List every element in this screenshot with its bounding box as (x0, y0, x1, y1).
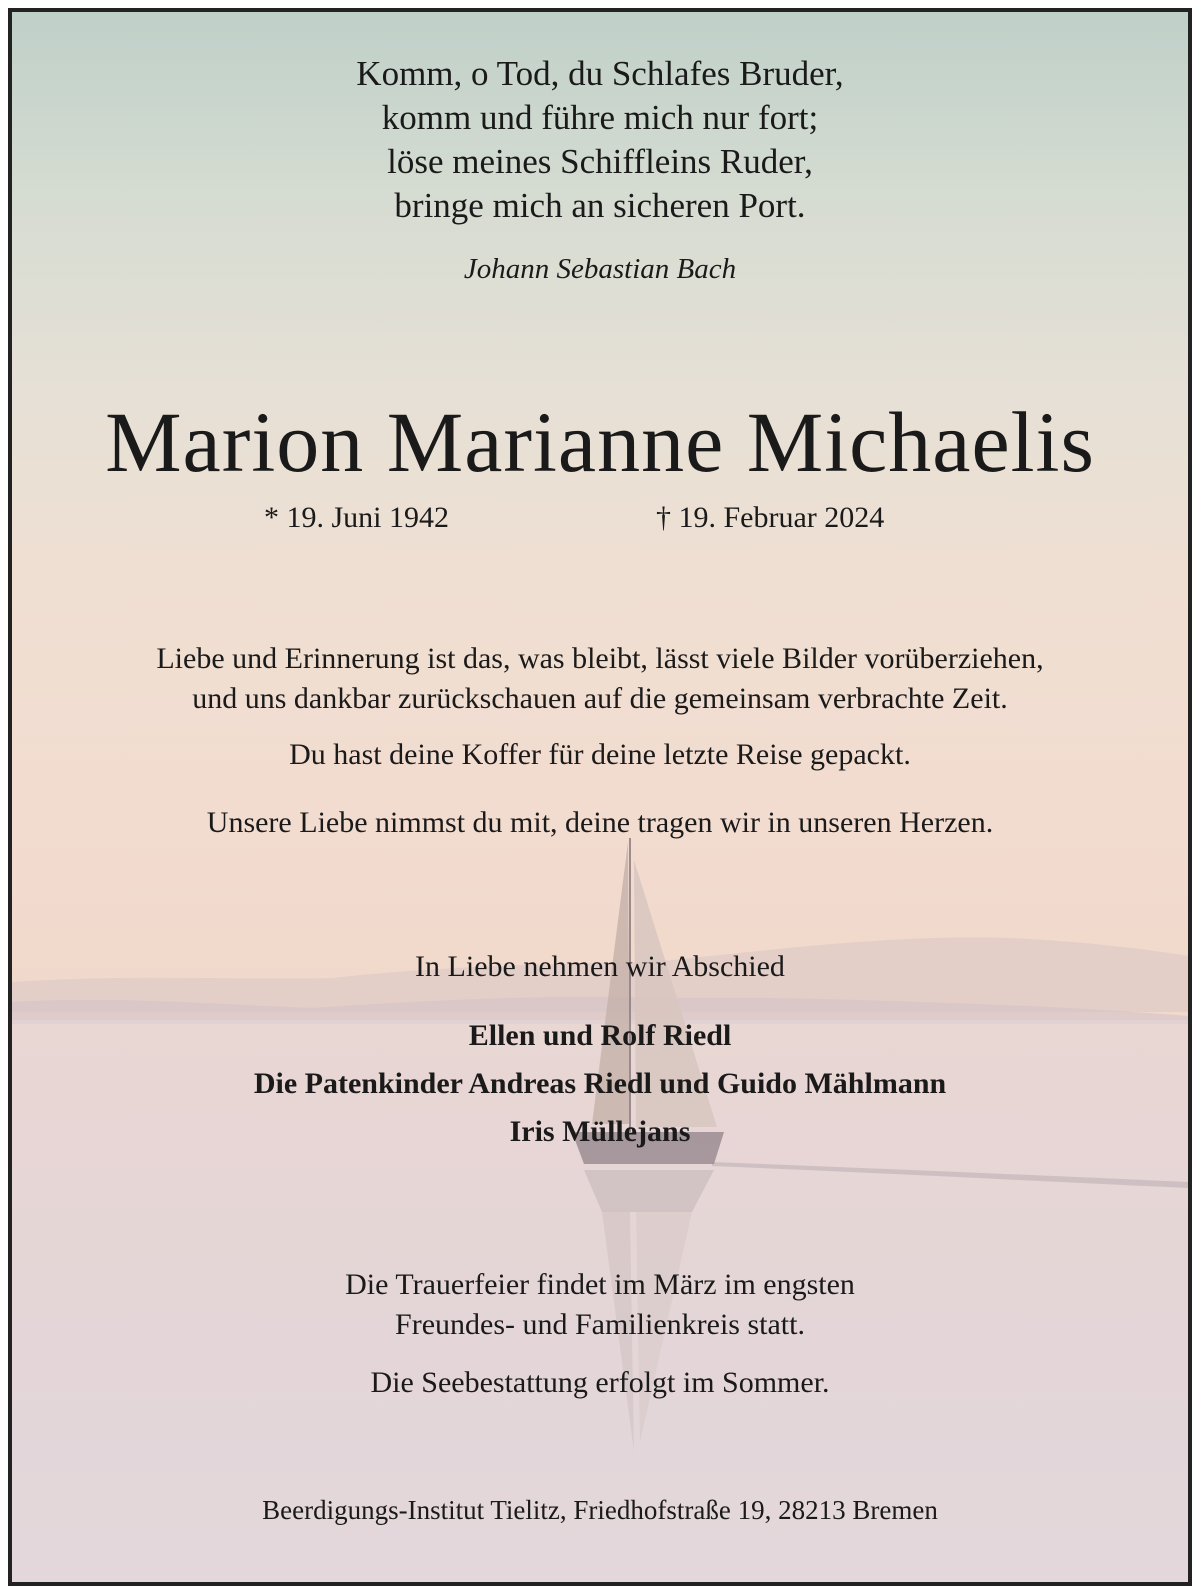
mourners-list (12, 1012, 1188, 1156)
poem-line: komm und führe mich nur fort; (381, 98, 819, 137)
ceremony-line: Die Trauerfeier findet im März im engsten (345, 1268, 855, 1301)
ceremony-info (12, 1265, 1188, 1345)
message-line: Unsere Liebe nimmst du mit, deine tragen wir in unseren Herzen. (206, 806, 994, 839)
obituary-card (8, 8, 1192, 1586)
poem-verse (12, 52, 1188, 228)
poem-line: Komm, o Tod, du Schlafes Bruder, (356, 54, 844, 93)
message-line: und uns dankbar zurückschauen auf die gemeinsam verbrachte Zeit. (192, 682, 1008, 715)
memorial-message (12, 639, 1188, 719)
message-line: Du hast deine Koffer für deine letzte Reise gepackt. (289, 738, 911, 771)
birth-date: * 19. Juni 1942 (264, 501, 450, 534)
sea-burial-note: Die Seebestattung erfolgt im Sommer. (370, 1366, 830, 1399)
death-date: † 19. Februar 2024 (656, 501, 885, 534)
farewell-intro: In Liebe nehmen wir Abschied (415, 950, 785, 983)
mourner-name: Ellen und Rolf Riedl (468, 1019, 732, 1052)
sailboat-background-image (12, 12, 1188, 1582)
ceremony-line: Freundes- und Familienkreis statt. (395, 1308, 805, 1341)
message-line: Liebe und Erinnerung ist das, was bleibt, lässt viele Bilder vorüberziehen, (156, 642, 1044, 675)
poem-line: bringe mich an sicheren Port. (394, 186, 806, 225)
mourner-name: Die Patenkinder Andreas Riedl und Guido Mählmann (253, 1067, 947, 1100)
poem-line: löse meines Schiffleins Ruder, (387, 142, 813, 181)
life-dates (12, 498, 1188, 538)
deceased-name: Marion Marianne Michaelis (105, 394, 1095, 490)
funeral-home-address: Beerdigungs-Institut Tielitz, Friedhofstraße 19, 28213 Bremen (262, 1495, 938, 1525)
mourner-name: Iris Müllejans (509, 1115, 691, 1148)
poem-author: Johann Sebastian Bach (463, 253, 737, 285)
